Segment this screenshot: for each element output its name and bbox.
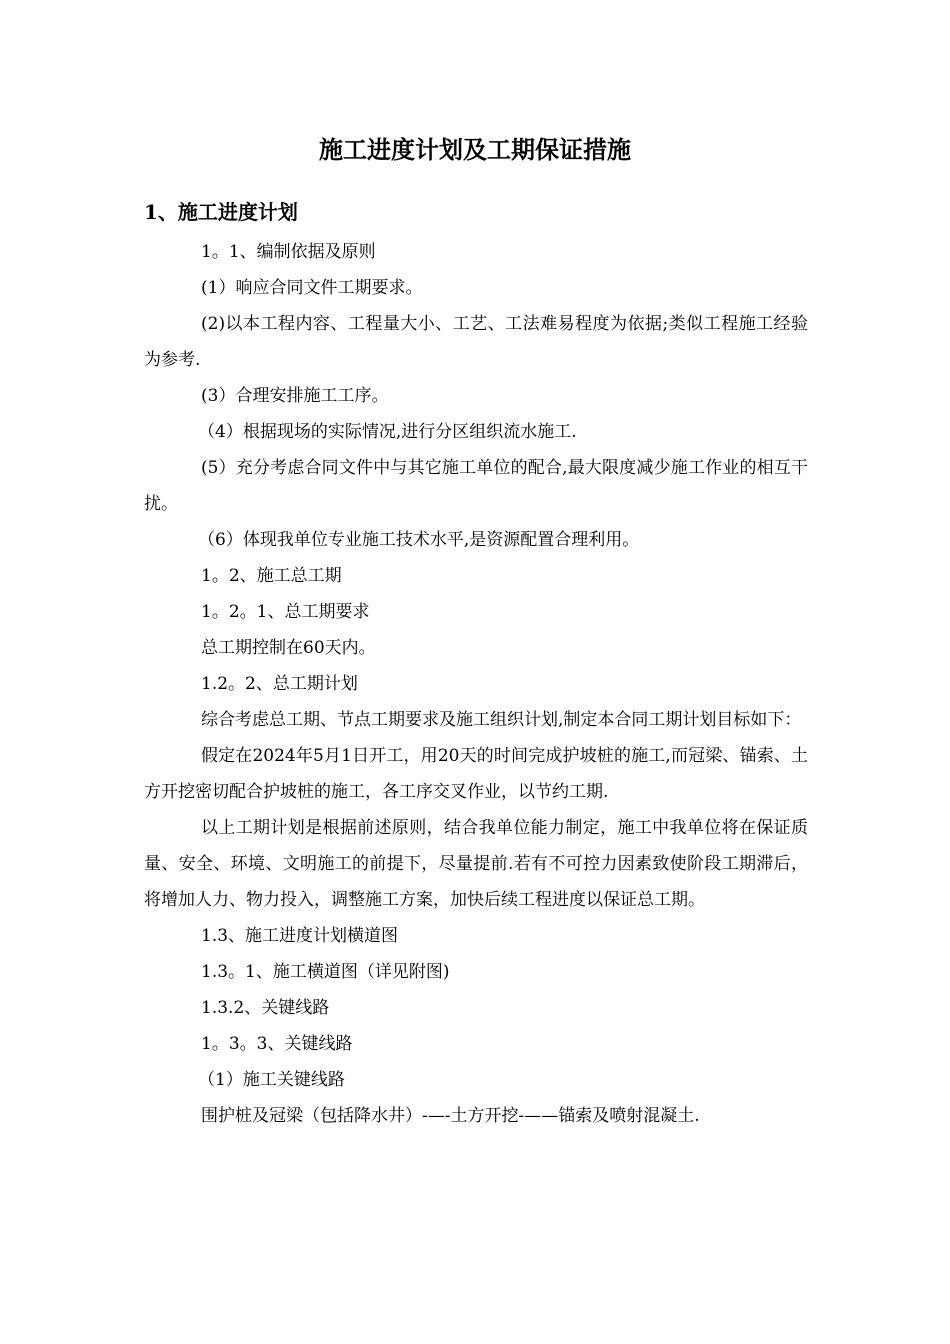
paragraph-1-2-heading: 1。2、施工总工期 — [201, 566, 342, 586]
paragraph-start-date: 假定在2024年5月1日开工，用20天的时间完成护坡桩的施工,而冠梁、锚索、土方开挖密切配合护坡桩的施工，各工序交叉作业，以节约工期. — [144, 746, 808, 802]
section-heading: 1、施工进度计划 — [144, 200, 298, 224]
paragraph-schedule-intro: 综合考虑总工期、节点工期要求及施工组织计划,制定本合同工期计划目标如下： — [201, 710, 802, 730]
paragraph-1-3-1-heading: 1.3。1、施工横道图（详见附图) — [201, 962, 450, 982]
paragraph-critical-path: 围护桩及冠梁（包括降水井）-—-土方开挖-——锚索及喷射混凝土. — [201, 1106, 700, 1126]
paragraph-item-6: （6）体现我单位专业施工技术水平,是资源配置合理利用。 — [198, 530, 640, 550]
paragraph-1-3-heading: 1.3、施工进度计划横道图 — [201, 926, 399, 946]
paragraph-duration-limit: 总工期控制在60天内。 — [201, 638, 376, 658]
paragraph-item-3: (3）合理安排施工工序。 — [201, 386, 389, 406]
paragraph-item-4: （4）根据现场的实际情况,进行分区组织流水施工. — [198, 422, 577, 442]
paragraph-1-3-2-heading: 1.3.2、关键线路 — [201, 998, 330, 1018]
document-body — [144, 234, 808, 1134]
paragraph-1-2-1-heading: 1。2。1、总工期要求 — [201, 602, 370, 622]
paragraph-1-3-3-heading: 1。3。3、关键线路 — [201, 1034, 353, 1054]
paragraph-critical-path-heading: （1）施工关键线路 — [198, 1070, 345, 1090]
document-title: 施工进度计划及工期保证措施 — [319, 135, 631, 164]
paragraph-item-1: (1）响应合同文件工期要求。 — [201, 278, 423, 298]
paragraph-item-5: (5）充分考虑合同文件中与其它施工单位的配合,最大限度减少施工作业的相互干扰。 — [144, 458, 808, 514]
paragraph-1-2-2-heading: 1.2。2、总工期计划 — [201, 674, 358, 694]
paragraph-1-1-heading: 1。1、编制依据及原则 — [201, 242, 376, 262]
paragraph-item-2: (2)以本工程内容、工程量大小、工艺、工法难易程度为依据;类似工程施工经验为参考. — [144, 314, 808, 370]
paragraph-schedule-basis: 以上工期计划是根据前述原则，结合我单位能力制定，施工中我单位将在保证质量、安全、环境、文明施工的前提下，尽量提前.若有不可控力因素致使阶段工期滞后，将增加人力、物力投入，调整施工方案，加快后续工程进度以保证总工期。 — [144, 818, 808, 910]
